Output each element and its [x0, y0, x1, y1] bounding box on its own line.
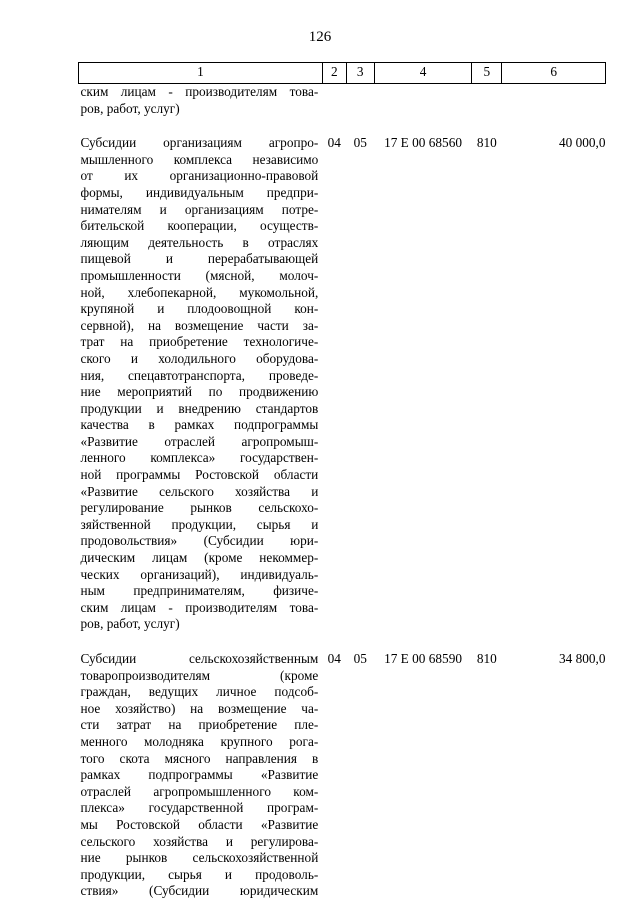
text-line: ное хозяйство) на возмещение ча- — [80, 700, 319, 716]
text-line: граждан, ведущих личное подсоб- — [80, 684, 319, 700]
text-line: нимателям и организациям потре- — [80, 201, 319, 217]
table-row-continuation — [79, 84, 606, 118]
text-line: от их организационно-правовой — [80, 168, 319, 184]
continuation-description — [79, 84, 323, 118]
text-line: мышленного комплекса независимо — [80, 151, 319, 167]
text-line: ров, работ, услуг) — [80, 616, 180, 632]
column-header-1: 1 — [79, 63, 323, 84]
text-line: продукции, сырья и продоволь- — [80, 866, 319, 882]
text-line: качества в рамках подпрограммы — [80, 417, 319, 433]
text-line: продовольствия» (Субсидии юри- — [80, 533, 319, 549]
subsection-code: 05 — [353, 135, 367, 151]
column-header-4: 4 — [374, 63, 472, 84]
text-line: зяйственной продукции, сырья и — [80, 516, 319, 532]
column-header-6: 6 — [502, 63, 606, 84]
text-line: формы, индивидуальным предпри- — [80, 184, 319, 200]
column-header-5: 5 — [472, 63, 502, 84]
text-line: менного молодняка крупного рога- — [80, 733, 319, 749]
text-line: ров, работ, услуг) — [80, 100, 180, 116]
budget-table — [78, 62, 606, 900]
text-line: ским лицам - производителям това- — [80, 599, 319, 615]
text-line: ленного комплекса» государствен- — [80, 450, 319, 466]
text-line: ния, спецавтотранспорта, проведе- — [80, 367, 319, 383]
text-line: Субсидии организациям агропро- — [80, 135, 319, 151]
row-description — [79, 135, 323, 633]
text-line: ским лицам - производителям това- — [80, 84, 319, 99]
text-line: «Развитие отраслей агропромыш- — [80, 433, 319, 449]
text-line: пищевой и перерабатывающей — [80, 251, 319, 267]
text-line: ского и холодильного оборудова- — [80, 350, 319, 366]
text-line: бительской кооперации, осуществ- — [80, 218, 319, 234]
text-line: трат на приобретение технологиче- — [80, 334, 319, 350]
text-line: ние мероприятий по продвижению — [80, 384, 319, 400]
text-line: товаропроизводителям (кроме — [80, 667, 319, 683]
text-line: продукции и внедрению стандартов — [80, 400, 319, 416]
target-article-code: 17 Е 00 68590 — [384, 651, 462, 666]
amount-value: 40 000,0 — [558, 135, 606, 151]
text-line: сервной), на возмещение части за- — [80, 317, 319, 333]
text-line: ной, хлебопекарной, мукомольной, — [80, 284, 319, 300]
table-row — [79, 651, 606, 900]
table-row — [79, 135, 606, 633]
text-line: плекса» государственной програм- — [80, 800, 319, 816]
expense-type-code: 810 — [476, 651, 497, 666]
text-line: крупяной и плодоовощной кон- — [80, 301, 319, 317]
text-line: промышленности (мясной, молоч- — [80, 267, 319, 283]
row-description — [79, 651, 323, 900]
section-code: 04 — [327, 651, 341, 666]
text-line: рамках подпрограммы «Развитие — [80, 767, 319, 783]
subsection-code: 05 — [353, 651, 367, 666]
page-number: 126 — [308, 29, 332, 45]
text-line: дическим лицам (кроме некоммер- — [80, 550, 319, 566]
text-line: мы Ростовской области «Развитие — [80, 816, 319, 832]
text-line: того скота мясного направления в — [80, 750, 319, 766]
expense-type-code: 810 — [476, 135, 497, 151]
text-line: ным предпринимателям, физиче- — [80, 583, 319, 599]
text-line: ствия» (Субсидии юридическим — [80, 883, 319, 899]
section-code: 04 — [327, 135, 341, 151]
text-line: регулирование рынков сельскохо- — [80, 500, 319, 516]
amount-value: 34 800,0 — [558, 651, 606, 666]
text-line: «Развитие сельского хозяйства и — [80, 483, 319, 499]
text-line: сельского хозяйства и регулирова- — [80, 833, 319, 849]
text-line: отраслей агропромышленного ком- — [80, 783, 319, 799]
text-line: ной программы Ростовской области — [80, 467, 319, 483]
table-header-row — [79, 63, 606, 84]
text-line: Субсидии сельскохозяйственным — [80, 651, 319, 666]
text-line: ние рынков сельскохозяйственной — [80, 850, 319, 866]
column-header-3: 3 — [346, 63, 374, 84]
text-line: сти затрат на приобретение пле- — [80, 717, 319, 733]
text-line: ляющим деятельность в отраслях — [80, 234, 319, 250]
column-header-2: 2 — [322, 63, 346, 84]
text-line: ческих организаций), индивидуаль- — [80, 566, 319, 582]
target-article-code: 17 Е 00 68560 — [384, 135, 462, 151]
